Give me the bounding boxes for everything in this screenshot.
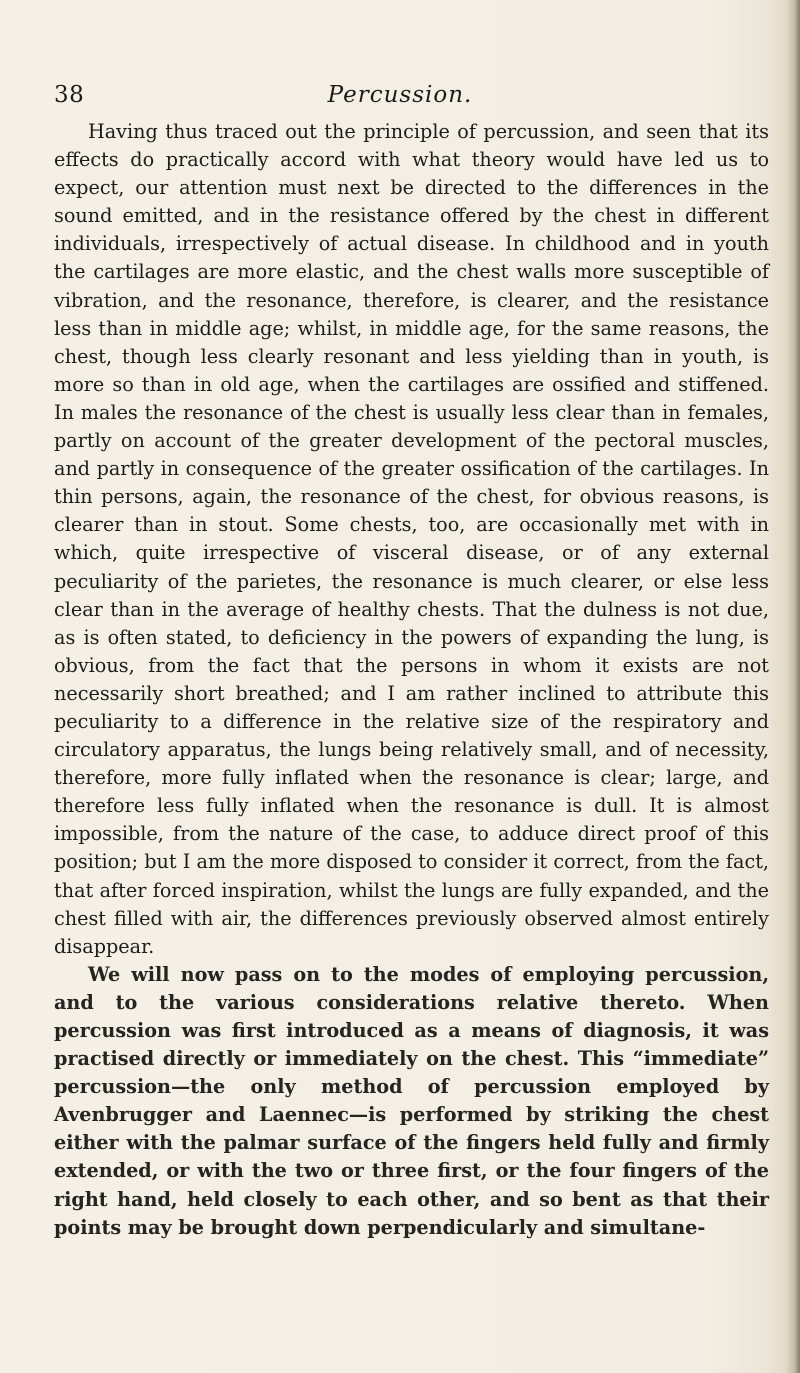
page-header: [0, 82, 800, 116]
page-edge-shadow: [786, 0, 800, 1373]
body-text: [54, 118, 769, 1242]
paragraph-2: We will now pass on to the modes of employing percussion, and to the various considerations relative thereto. When percussion was first introduced as a means of diagnosis, it was practised directly or immediately on the chest. This “immediate” percussion—the only method of percussion employed by Avenbrugger and Laennec—is performed by striking the chest either with the palmar surface of the fingers held fully and firmly extended, or with the two or three first, or the four fingers of the right hand, held closely to each other, and so bent as that their points may be brought down perpendicularly and simultane-: [54, 962, 769, 1239]
running-title: Percussion.: [327, 82, 473, 108]
page-number: 38: [54, 82, 85, 108]
paragraph-1: Having thus traced out the principle of percussion, and seen that its effects do practically accord with what theory would have led us to expect, our attention must next be directed to the differences in the sound emitted, and in the resistance offered by the chest in different individuals, irrespectively of actual disease. In childhood and in youth the cartilages are more elastic, and the chest walls more susceptible of vibration, and the resonance, therefore, is clearer, and the resistance less than in middle age; whilst, in middle age, for the same reasons, the chest, though less clearly resonant and less yielding than in youth, is more so than in old age, when the cartilages are ossified and stiffened. In males the resonance of the chest is usually less clear than in females, partly on account of the greater development of the pectoral muscles, and partly in consequence of the greater ossification of the cartilages. In thin persons, again, the resonance of the chest, for obvious reasons, is clearer than in stout. Some chests, too, are occasionally met with in which, quite irrespective of visceral disease, or of any external peculiarity of the parietes, the resonance is much clearer, or else less clear than in the average of healthy chests. That the dulness is not due, as is often stated, to deficiency in the powers of expanding the lung, is obvious, from the fact that the persons in whom it exists are not necessarily short breathed; and I am rather inclined to attribute this peculiarity to a difference in the relative size of the respiratory and circulatory apparatus, the lungs being relatively small, and of necessity, therefore, more fully inflated when the resonance is clear; large, and therefore less fully inflated when the resonance is dull. It is almost impossible, from the nature of the case, to adduce direct proof of this position; but I am the more disposed to consider it correct, from the fact, that after forced inspiration, whilst the lungs are fully expanded, and the chest filled with air, the differences previously observed almost entirely disappear.: [54, 120, 769, 958]
